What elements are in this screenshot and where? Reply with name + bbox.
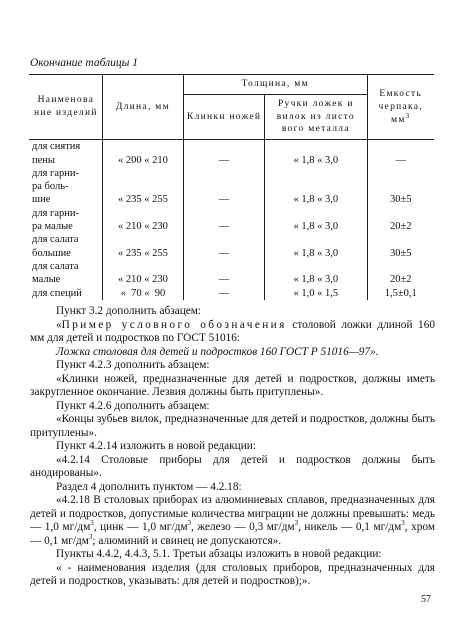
paragraph-example-designation: «Пример условного обозначения столовой ложки длиной 160 мм для детей и подростков по ГОСТ 51016: (30, 318, 435, 344)
cell-text: для снятия пены для гарни- ра боль- шие для гарни- ра малые для салата большие для салата малые для специй (32, 141, 82, 299)
paragraph-example: Ложка столовая для детей и подростков 160 ГОСТ Р 51016—97». (56, 345, 379, 358)
column-product-names (29, 140, 102, 300)
header-length: Длина, мм (102, 75, 183, 140)
paragraph: «4.2.14 Столовые приборы для детей и подростков должны быть анодированы». (30, 453, 435, 479)
cell-text: « 200 « 210 « 235 « 255 « 210 « 230 « 235 « 255 « 210 « 230 « 70 « 90 (117, 154, 168, 299)
table-caption: Окончание таблицы 1 (30, 57, 138, 69)
dimensions-table (29, 74, 434, 300)
paragraph: Раздел 4 дополнить пунктом — 4.2.18: (56, 480, 242, 493)
paragraph: « - наименования изделия (для столовых приборов, предназначенных для детей и подростков, указывать: для детей и подростков);». (30, 561, 435, 587)
column-blades (184, 140, 265, 300)
cell-text: — 30±5 20±2 30±5 20±2 1,5±0,1 (384, 154, 417, 299)
amendment-text (30, 305, 435, 589)
header-handles: Ручки ложек и вилок из листо вого металла (265, 94, 367, 139)
paragraph: Пункт 4.2.14 изложить в новой редакции: (56, 440, 256, 452)
paragraph: «Концы зубьев вилок, предназначенные для детей и подростков, должны быть притуплены». (30, 413, 435, 439)
header-capacity: Емкость черпака, $мм^3$ (367, 75, 434, 140)
paragraph: «Клинки ножей, предназначенные для детей и подростков, должны иметь закругленное окончание. Лезвия должны быть притуплены». (30, 372, 435, 398)
header-blades: Клинки ножей (184, 94, 265, 139)
paragraph: Пункт 4.2.6 дополнить абзацем: (56, 399, 210, 412)
cell-text: — — — — — — (218, 154, 230, 299)
column-lengths (102, 140, 183, 300)
paragraph: Пункт 3.2 дополнить абзацем: (56, 305, 202, 317)
paragraph: Пункты 4.4.2, 4.4.3, 5.1. Третьи абзацы изложить в новой редакции: (56, 548, 382, 560)
spaced-term: Пример условного обозначения (61, 318, 287, 331)
header-thickness: Толщина, мм (184, 75, 368, 95)
cell-text: « 1,8 « 3,0 « 1,8 « 3,0 « 1,8 « 3,0 « 1,8 « 3,0 « 1,8 « 3,0 « 1,0 « 1,5 (293, 154, 339, 299)
column-capacity (367, 140, 434, 300)
header-name: Наименова ние изделий (29, 75, 102, 140)
column-handles (265, 140, 367, 300)
paragraph-migration-limits: «4.2.18 В столовых приборах из алюминиевых сплавов, предназначенных для детей и подростков, допустимые количества миграции не должны превышать: медь — 1,0 $мг/дм^3$, цинк — 1,0 $мг/дм^3$, железо — 0,3 $мг/дм^3$, никель — 0,1 $мг/дм^3$, хром — 0,1 $мг/дм^3$; алюминий и свинец не допускаются». (30, 494, 436, 547)
page-number: 57 (421, 594, 431, 605)
paragraph: Пункт 4.2.3 дополнить абзацем: (56, 359, 210, 371)
